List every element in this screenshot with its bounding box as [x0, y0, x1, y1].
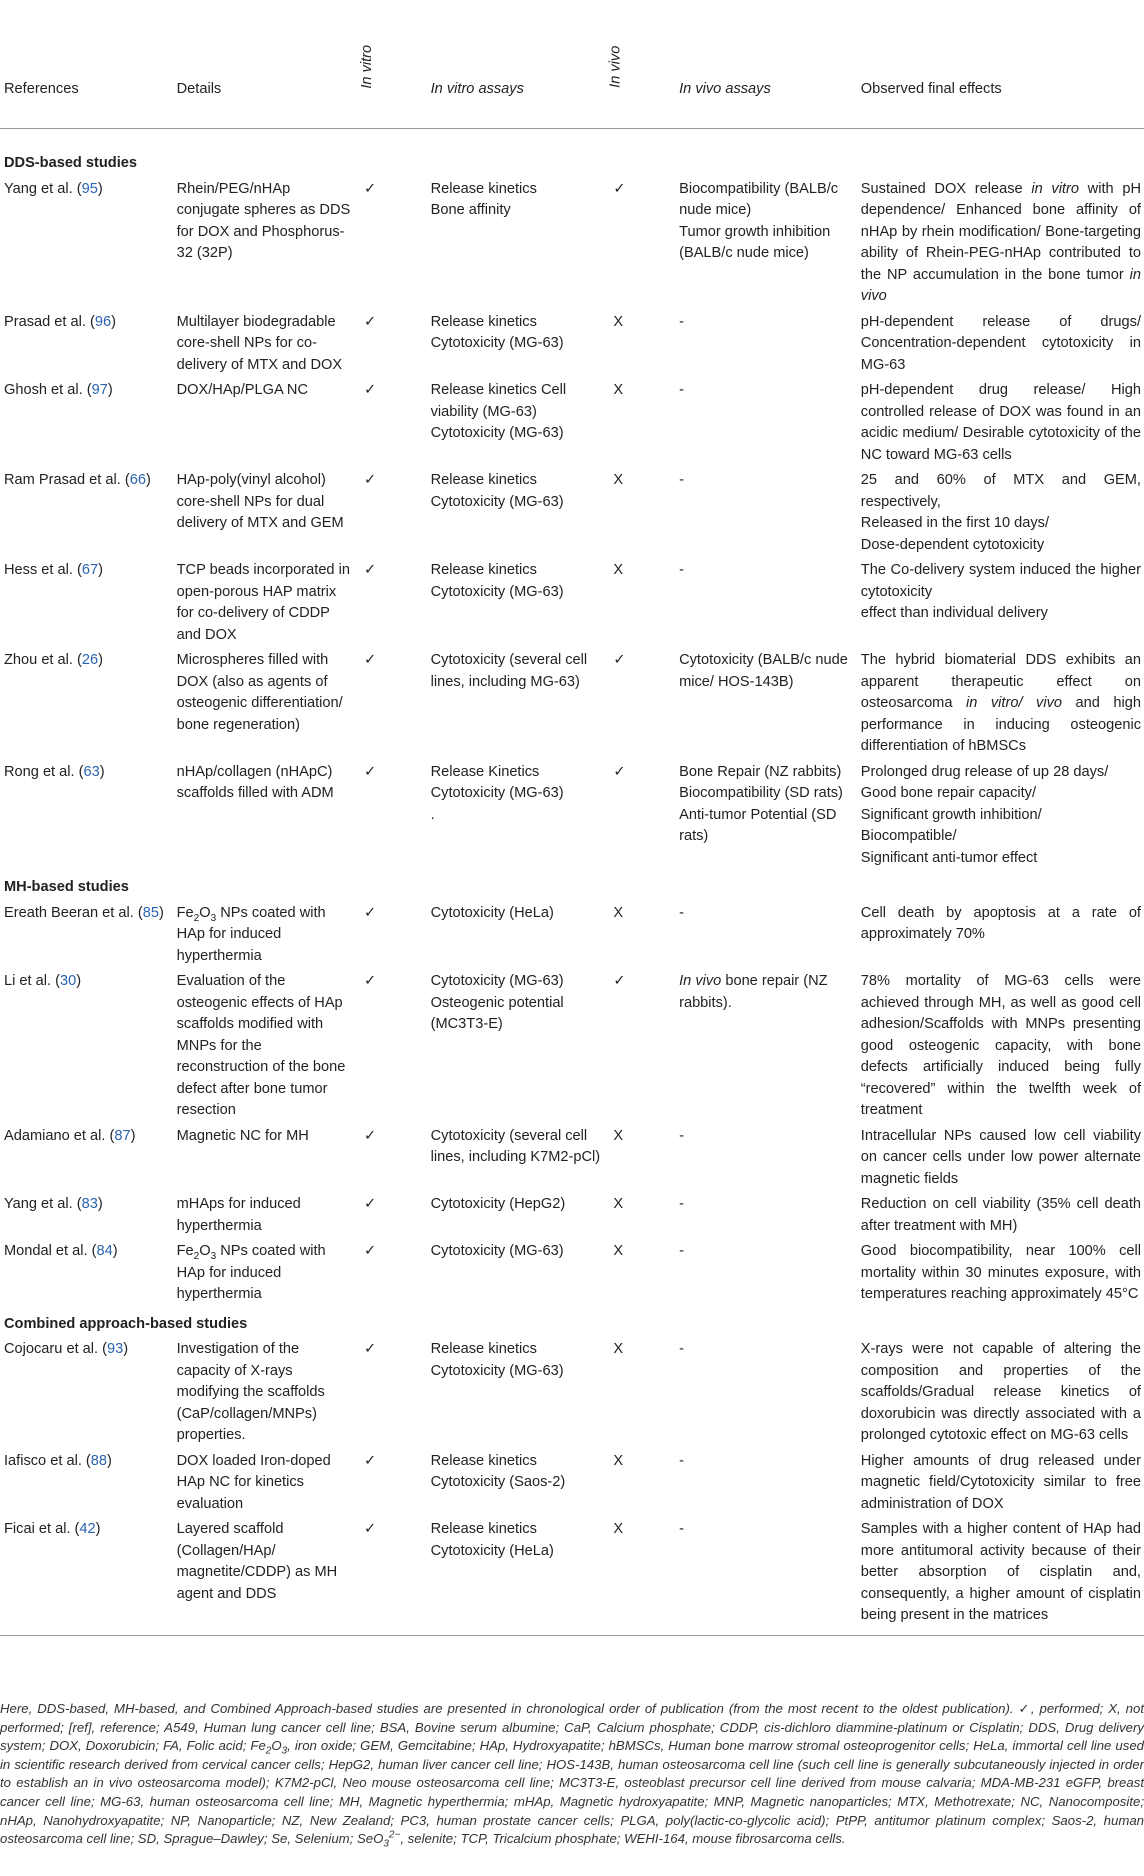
- table-row: [0, 901, 1144, 970]
- header-in-vivo-assays-label: In vivo assays: [679, 80, 771, 97]
- cell-in-vitro-mark: ✓: [363, 472, 377, 488]
- cell-observed-effects: The Co-delivery system induced the higher cytotoxicity effect than individual delivery: [860, 562, 1141, 621]
- cell-in-vitro-assays: Cytotoxicity (MG-63): [430, 1243, 564, 1259]
- cell-in-vivo-assays: Bone Repair (NZ rabbits) Biocompatibility (SD rats) Anti-tumor Potential (SD rats): [679, 763, 843, 844]
- cell-in-vivo-assays: In vivo bone repair (NZ rabbits).: [679, 973, 828, 1011]
- cell-observed-effects: Higher amounts of drug released under magnetic field/Cytotoxicity similar to free administration of DOX: [860, 1452, 1141, 1512]
- table-row: [0, 969, 1144, 1124]
- table-row: [0, 1239, 1144, 1308]
- section-title: DDS-based studies: [4, 155, 137, 171]
- cell-in-vivo-assays: -: [679, 313, 684, 330]
- cell-observed-effects: 78% mortality of MG-63 cells were achieved through MH, as well as good cell adhesion/Scaffolds with MNPs presenting good osteogenic capacity, with bone defects artificially induced being fully “recovered” within the twelfth week of treatment: [860, 973, 1141, 1118]
- header-in-vivo-label: In vivo: [607, 45, 624, 88]
- cell-observed-effects: Samples with a higher content of HAp had more antitumoral activity because of their better absorption of cisplatin and, consequently, a higher amount of cisplatin being present in the matrices: [860, 1521, 1141, 1623]
- header-row: [0, 0, 1144, 129]
- cell-in-vivo-mark: X: [613, 472, 624, 488]
- header-in-vitro-label: In vitro: [359, 44, 376, 89]
- cell-in-vivo-assays: -: [679, 1196, 684, 1212]
- table-row: [0, 558, 1144, 648]
- cell-in-vivo-assays: Cytotoxicity (BALB/c nude mice/ HOS-143B): [679, 652, 848, 690]
- cell-in-vivo-assays: -: [679, 1341, 684, 1357]
- cell-in-vitro-assays: Release Kinetics Cytotoxicity (MG-63) .: [430, 763, 564, 823]
- cell-ref: Iafisco et al. (88): [4, 1452, 112, 1469]
- cell-details: HAp-poly(vinyl alcohol) core-shell NPs for dual delivery of MTX and GEM: [176, 472, 344, 531]
- table-footnote: Here, DDS-based, MH-based, and Combined Approach-based studies are presented in chronological order of publication (from the most recent to the oldest publication). ✓, performed; X, not performed; [ref], reference; A549, Human lung cancer cell line; BSA, Bovine serum albumine; CaP, Calcium phosphate; CDDP, cis-dichloro diammine-platinum or Cisplatin; DDS, Drug delivery system; DOX, Doxorubicin; FA, Folic acid; $Fe_2O_3$, iron oxide; GEM, Gemcitabine; HAp, Hydroxyapatite; hBMSCs, Human bone marrow stromal osteoprogenitor cells; HeLa, immortal cell line used in scientific research derived from cervical cancer cells; HepG2, human liver cancer cell line; HOS-143B, human osteosarcoma cell line (such cell line is generally subcutaneously injected in order to establish an in vivo osteosarcoma model); K7M2-pCl, Neo mouse osteosarcoma cell line; MC3T3-E, osteoblast precursor cell line derived from mouse calvaria; MDA-MB-231 eGFP, breast cancer cell line; MG-63, human osteosarcoma cell line; MH, Magnetic hyperthermia; mHAp, Magnetic hydroxyapatite; MNP, Magnetic nanoparticles; MTX, Methotrexate; NC, Nanocomposite; nHAp, Nanohydroxyapatite; NP, Nanoparticle; NZ, New Zealand; PC3, human prostate cancer cells; PLGA, poly(lactic-co-glycolic acid); PtPP, antitumor platinum complex; Saos-2, human osteosarcoma cell line; SD, Sprague–Dawley; Se, Selenium; SeO$_3^{2-}$, selenite; TCP, Tricalcium phosphate; WEHI-164, mouse fibrosarcoma cells.: [0, 1701, 1144, 1850]
- cell-observed-effects: Intracellular NPs caused low cell viability on cancer cells under low power alternate magnetic fields: [860, 1127, 1141, 1187]
- cell-in-vitro-mark: ✓: [363, 1127, 377, 1144]
- cell-observed-effects: X-rays were not capable of altering the composition and properties of the scaffolds/Gradual release kinetics of doxorubicin was directly associated with a prolonged cytotoxic effect on MG-63 cells: [860, 1341, 1141, 1443]
- cell-ref: Cojocaru et al. (93): [4, 1341, 129, 1357]
- cell-ref: Rong et al. (63): [4, 763, 105, 780]
- cell-ref: Prasad et al. (96): [4, 313, 116, 330]
- cell-observed-effects: pH-dependent drug release/ High controlled release of DOX was found in an acidic medium/ Desirable cytotoxicity of the NC toward MG-63 cells: [860, 382, 1141, 463]
- cell-details: DOX loaded Iron-doped HAp NC for kinetics evaluation: [176, 1452, 331, 1512]
- cell-details: Rhein/PEG/nHAp conjugate spheres as DDS for DOX and Phosphorus-32 (32P): [176, 180, 351, 261]
- cell-in-vitro-mark: ✓: [363, 1341, 377, 1357]
- header-in-vivo-assays: [679, 0, 861, 129]
- cell-in-vitro-assays: Release kinetics Bone affinity: [430, 180, 537, 218]
- cell-observed-effects: Good biocompatibility, near 100% cell mortality within 30 minutes exposure, with temperatures reaching approximately 45°C: [860, 1243, 1141, 1302]
- cell-in-vitro-assays: Cytotoxicity (MG-63) Osteogenic potential (MC3T3-E): [430, 973, 564, 1032]
- cell-details: $Fe_2O_3$ NPs coated with HAp for induced hyperthermia: [176, 904, 326, 964]
- cell-observed-effects: Reduction on cell viability (35% cell death after treatment with MH): [860, 1196, 1141, 1234]
- cell-details: Evaluation of the osteogenic effects of HAp scaffolds modified with MNPs for the reconstruction of the bone defect after bone tumor resection: [176, 973, 346, 1118]
- cell-in-vivo-assays: -: [679, 1452, 684, 1469]
- cell-observed-effects: The hybrid biomaterial DDS exhibits an apparent therapeutic effect on osteosarcoma in vitro/ vivo and high performance in inducing osteogenic differentiation of hBMSCs: [860, 652, 1141, 754]
- cell-in-vitro-mark: ✓: [363, 1196, 377, 1212]
- cell-in-vitro-assays: Release kinetics Cytotoxicity (MG-63): [430, 1341, 564, 1379]
- cell-in-vitro-assays: Cytotoxicity (several cell lines, including MG-63): [430, 652, 588, 690]
- table-row: [0, 1192, 1144, 1239]
- section-header: [0, 871, 1144, 901]
- section-header: [0, 1308, 1144, 1338]
- cell-in-vitro-mark: ✓: [363, 904, 377, 921]
- table-body: [0, 129, 1144, 1636]
- table-row: [0, 310, 1144, 379]
- cell-in-vivo-assays: -: [679, 1243, 684, 1259]
- cell-in-vivo-assays: -: [679, 1521, 684, 1537]
- cell-details: Investigation of the capacity of X-rays modifying the scaffolds (CaP/collagen/MNPs) properties.: [176, 1341, 325, 1443]
- cell-in-vivo-mark: X: [613, 904, 624, 921]
- table-row: [0, 760, 1144, 872]
- cell-observed-effects: Prolonged drug release of up 28 days/ Good bone repair capacity/ Significant growth inhibition/ Biocompatible/ Significant anti-tumor effect: [860, 763, 1109, 866]
- cell-observed-effects: Cell death by apoptosis at a rate of approximately 70%: [860, 904, 1141, 942]
- header-in-vivo: [607, 0, 679, 129]
- header-in-vitro: [359, 0, 431, 129]
- cell-in-vivo-assays: -: [679, 472, 684, 488]
- cell-in-vitro-mark: ✓: [363, 652, 377, 668]
- header-references: References: [4, 80, 79, 97]
- cell-in-vivo-assays: -: [679, 1127, 684, 1144]
- cell-ref: Yang et al. (95): [4, 180, 103, 197]
- cell-in-vitro-mark: ✓: [363, 973, 377, 989]
- cell-in-vivo-mark: X: [613, 1196, 624, 1212]
- cell-in-vivo-assays: Biocompatibility (BALB/c nude mice) Tumor growth inhibition (BALB/c nude mice): [679, 180, 839, 261]
- cell-ref: Ficai et al. (42): [4, 1521, 101, 1537]
- header-observed-effects: Observed final effects: [860, 80, 1002, 97]
- cell-ref: Ereath Beeran et al. (85): [4, 904, 164, 921]
- cell-in-vitro-mark: ✓: [363, 763, 377, 780]
- cell-in-vitro-assays: Cytotoxicity (several cell lines, including K7M2-pCl): [430, 1127, 601, 1165]
- cell-ref: Zhou et al. (26): [4, 652, 103, 668]
- section-title: MH-based studies: [4, 879, 129, 895]
- cell-details: TCP beads incorporated in open-porous HAP matrix for co-delivery of CDDP and DOX: [176, 562, 350, 643]
- table-row: [0, 468, 1144, 558]
- header-in-vitro-assays-label: In vitro assays: [430, 80, 524, 97]
- table-row: [0, 1449, 1144, 1518]
- section-title: Combined approach-based studies: [4, 1315, 248, 1332]
- section-header: [0, 129, 1144, 177]
- cell-details: Microspheres filled with DOX (also as agents of osteogenic differentiation/ bone regeneration): [176, 652, 343, 733]
- header-details: Details: [176, 80, 222, 97]
- cell-in-vitro-mark: ✓: [363, 1243, 377, 1259]
- table-row: [0, 1124, 1144, 1193]
- cell-in-vivo-mark: X: [613, 1127, 624, 1144]
- cell-observed-effects: Sustained DOX release in vitro with pH dependence/ Enhanced bone affinity of nHAp by rhein modification/ Bone-targeting ability of Rhein-PEG-nHAp contributed to the NP accumulation in the bone tumor in vivo: [860, 180, 1141, 304]
- cell-in-vivo-mark: X: [613, 382, 624, 398]
- cell-in-vivo-mark: ✓: [613, 652, 626, 668]
- cell-ref: Ram Prasad et al. (66): [4, 472, 151, 488]
- cell-in-vitro-assays: Release kinetics Cytotoxicity (MG-63): [430, 472, 564, 510]
- cell-in-vitro-mark: ✓: [363, 1521, 377, 1537]
- cell-in-vitro-assays: Release kinetics Cytotoxicity (Saos-2): [430, 1452, 566, 1490]
- table-row: [0, 1337, 1144, 1449]
- cell-in-vitro-mark: ✓: [363, 1452, 377, 1469]
- cell-ref: Mondal et al. (84): [4, 1243, 118, 1259]
- cell-in-vivo-mark: X: [613, 1521, 624, 1537]
- cell-in-vitro-assays: Release kinetics Cell viability (MG-63) Cytotoxicity (MG-63): [430, 382, 567, 441]
- cell-details: Layered scaffold (Collagen/HAp/ magnetite/CDDP) as MH agent and DDS: [176, 1521, 338, 1602]
- cell-details: $Fe_2O_3$ NPs coated with HAp for induced hyperthermia: [176, 1243, 326, 1302]
- cell-in-vivo-mark: X: [613, 1243, 624, 1259]
- cell-in-vitro-assays: Cytotoxicity (HeLa): [430, 904, 554, 921]
- cell-ref: Yang et al. (83): [4, 1196, 103, 1212]
- cell-in-vitro-mark: ✓: [363, 562, 377, 578]
- cell-in-vitro-assays: Release kinetics Cytotoxicity (HeLa): [430, 1521, 554, 1559]
- table-row: [0, 378, 1144, 468]
- cell-in-vitro-assays: Release kinetics Cytotoxicity (MG-63): [430, 562, 564, 600]
- cell-observed-effects: pH-dependent release of drugs/ Concentration-dependent cytotoxicity in MG-63: [860, 313, 1141, 373]
- cell-ref: Ghosh et al. (97): [4, 382, 113, 398]
- cell-in-vivo-mark: X: [613, 1452, 624, 1469]
- cell-in-vivo-mark: ✓: [613, 180, 626, 197]
- cell-in-vitro-mark: ✓: [363, 382, 377, 398]
- cell-ref: Li et al. (30): [4, 973, 82, 989]
- header-in-vitro-assays: [431, 0, 612, 129]
- cell-ref: Adamiano et al. (87): [4, 1127, 136, 1144]
- cell-in-vivo-assays: -: [679, 562, 684, 578]
- cell-details: Multilayer biodegradable core-shell NPs for co-delivery of MTX and DOX: [176, 313, 343, 373]
- cell-in-vivo-mark: X: [613, 313, 624, 330]
- cell-in-vivo-assays: -: [679, 904, 684, 921]
- cell-details: DOX/HAp/PLGA NC: [176, 382, 309, 398]
- table-row: [0, 1517, 1144, 1635]
- cell-in-vivo-mark: ✓: [613, 973, 626, 989]
- cell-details: mHAps for induced hyperthermia: [176, 1196, 301, 1234]
- cell-observed-effects: 25 and 60% of MTX and GEM, respectively, Released in the first 10 days/ Dose-dependent cytotoxicity: [860, 472, 1141, 553]
- cell-ref: Hess et al. (67): [4, 562, 103, 578]
- cell-in-vitro-assays: Release kinetics Cytotoxicity (MG-63): [430, 313, 564, 351]
- cell-in-vitro-assays: Cytotoxicity (HepG2): [430, 1196, 566, 1212]
- cell-in-vivo-mark: X: [613, 1341, 624, 1357]
- cell-details: Magnetic NC for MH: [176, 1127, 309, 1144]
- cell-in-vitro-mark: ✓: [363, 180, 377, 197]
- cell-in-vivo-mark: ✓: [613, 763, 626, 780]
- cell-details: nHAp/collagen (nHApC) scaffolds filled with ADM: [176, 763, 334, 801]
- table-row: [0, 648, 1144, 760]
- table-row: [0, 177, 1144, 310]
- cell-in-vivo-mark: X: [613, 562, 624, 578]
- cell-in-vivo-assays: -: [679, 382, 684, 398]
- cell-in-vitro-mark: ✓: [363, 313, 377, 330]
